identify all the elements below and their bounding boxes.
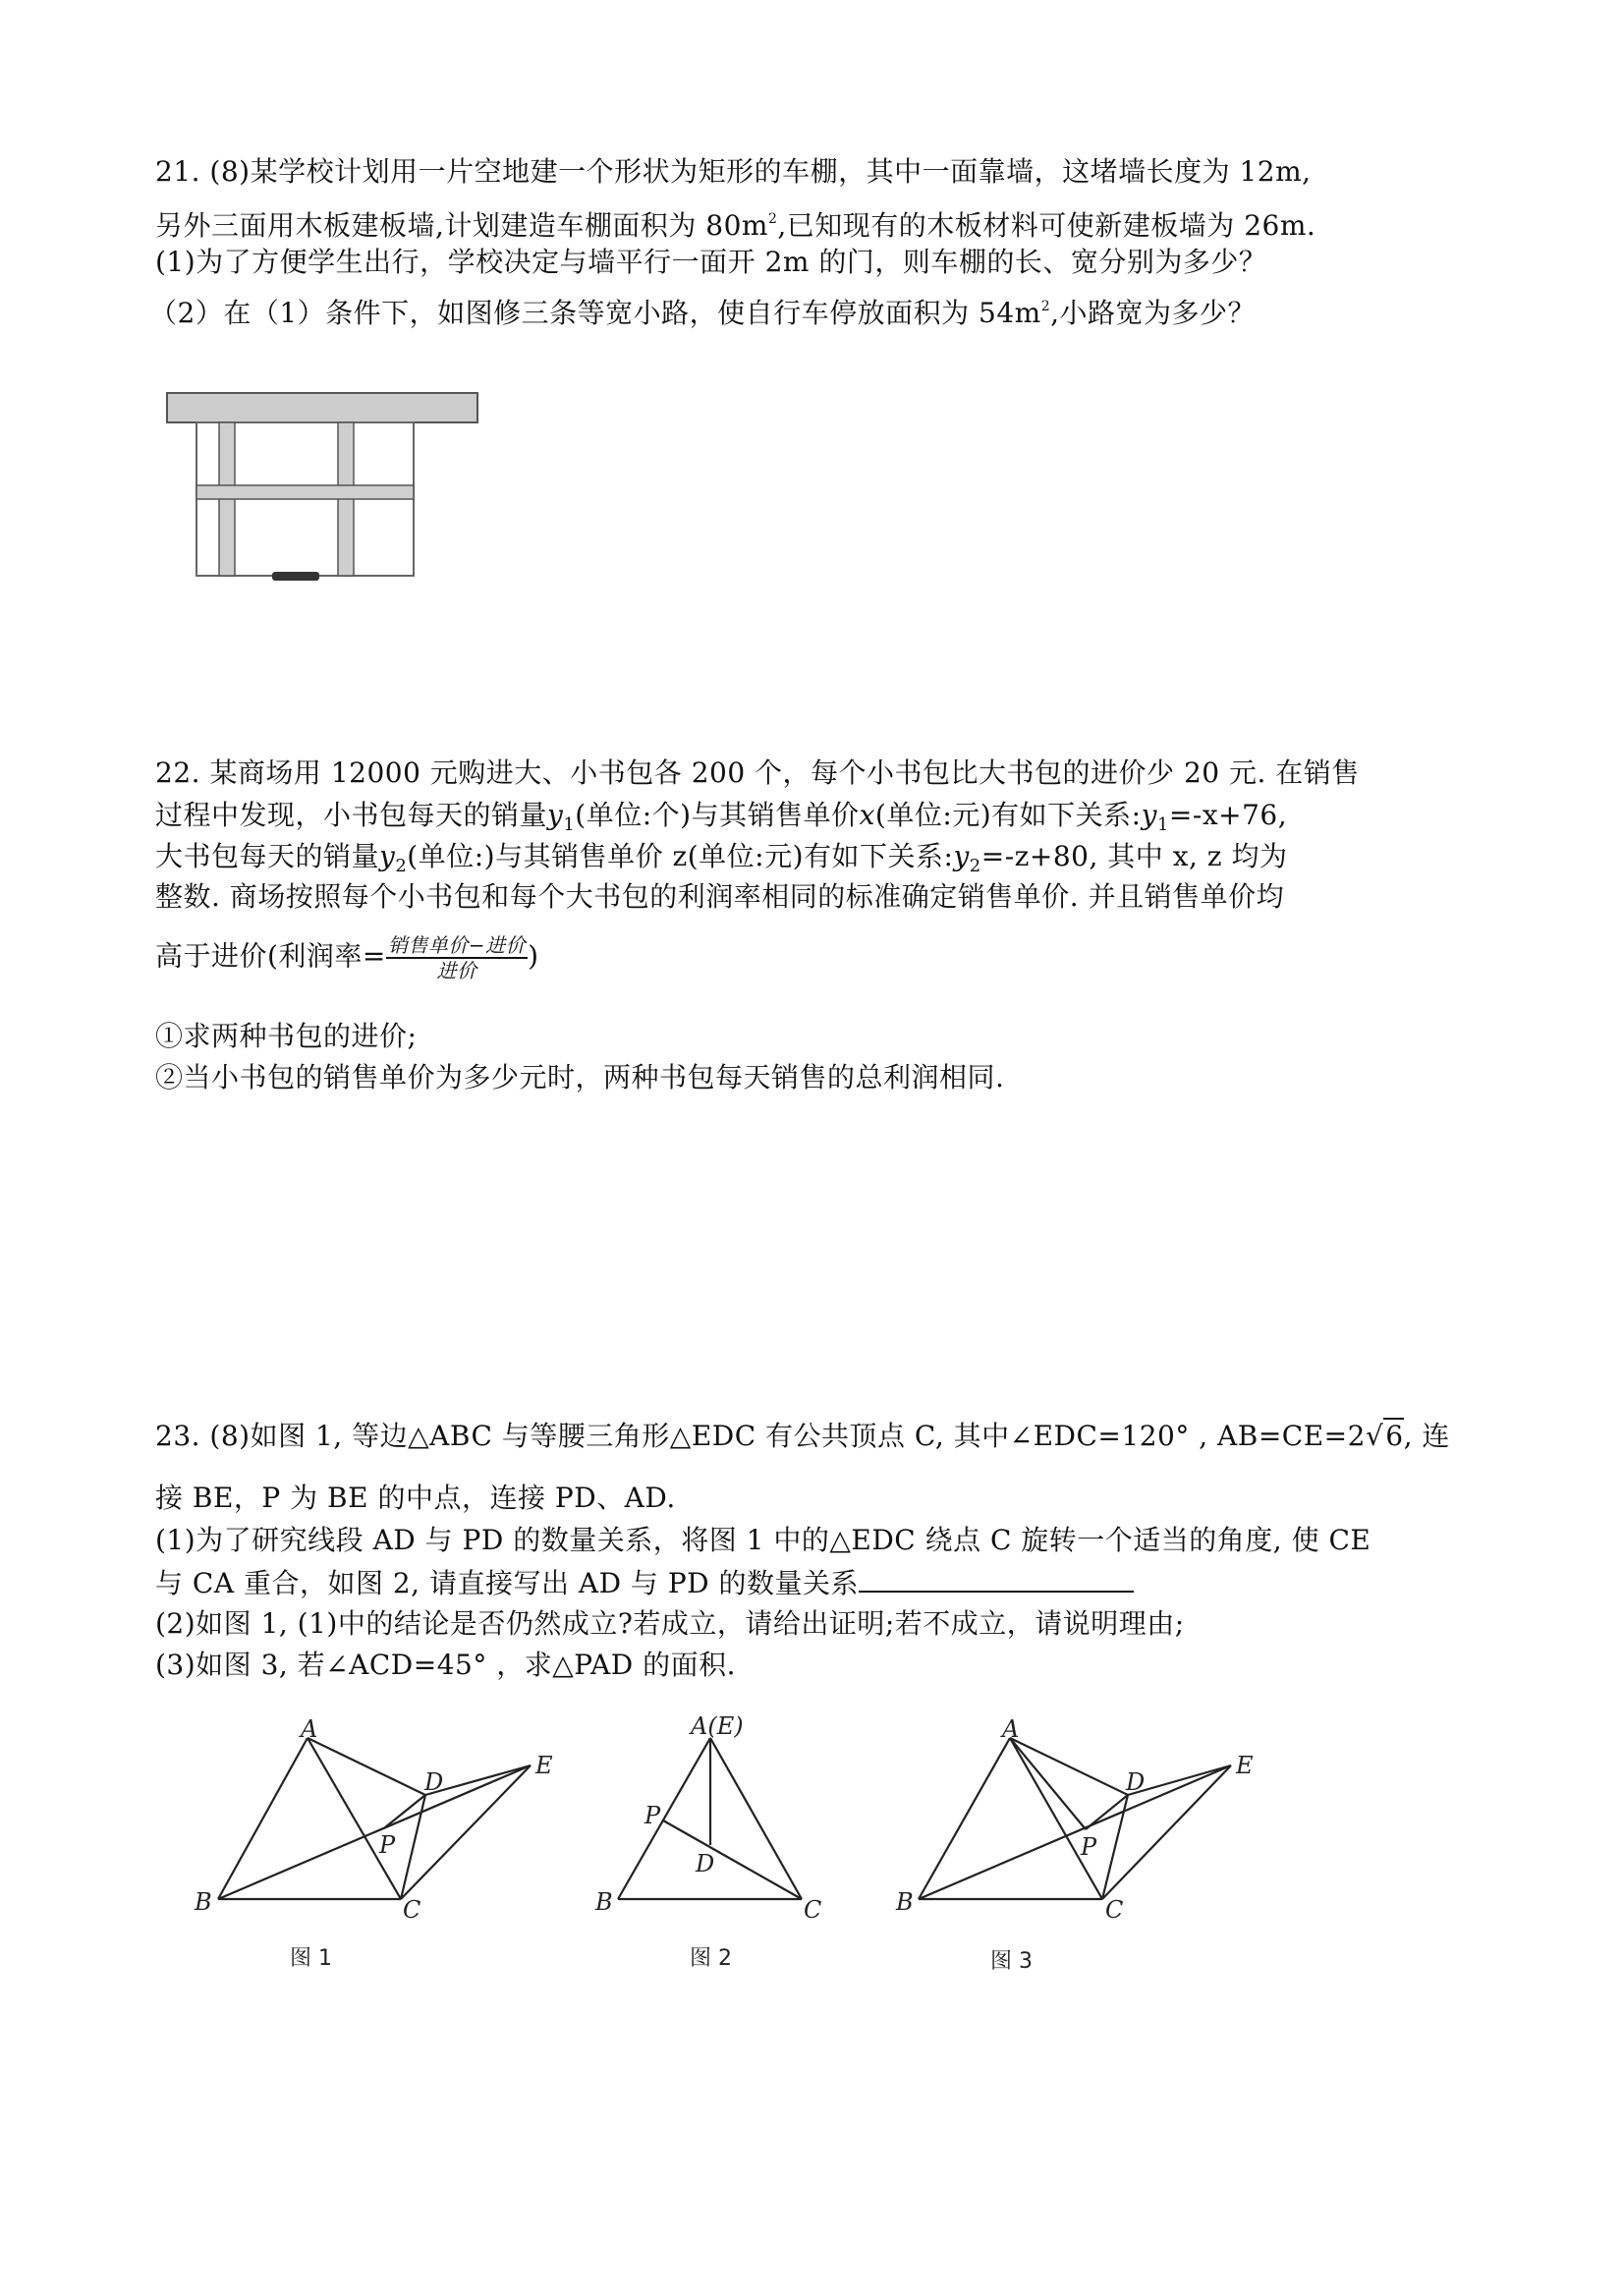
figure-3 <box>889 1714 1262 1980</box>
text: 大书包每天的销量 <box>155 840 380 872</box>
bicycle-shed-diagram <box>157 383 491 589</box>
subscript: 1 <box>1156 814 1169 835</box>
subscript: 2 <box>969 856 981 876</box>
subscript: 1 <box>563 814 576 835</box>
q21-line-2b: ,已知现有的木板材料可使新建板墙为 26m. <box>777 209 1316 242</box>
label-C: C <box>1105 1896 1124 1924</box>
segment-AP <box>1010 1738 1086 1829</box>
label-C: C <box>403 1896 421 1924</box>
var-y: y <box>379 840 396 872</box>
text: 与 CA 重合，如图 2, 请直接写出 AD 与 PD 的数量关系 <box>155 1567 860 1599</box>
segment-AB <box>919 1738 1010 1899</box>
q22-line-4: 整数. 商场按照每个小书包和每个大书包的利润率相同的标准确定销售单价. 并且销售单价均 <box>155 880 1285 913</box>
q22-sub-question-1: ①求两种书包的进价; <box>155 1020 418 1052</box>
q22-sub-question-2: ②当小书包的销售单价为多少元时，两种书包每天销售的总利润相同. <box>155 1061 1005 1093</box>
label-D: D <box>1126 1768 1146 1796</box>
segment-CE <box>1102 1765 1231 1899</box>
label-A: A <box>301 1715 318 1743</box>
q23-line-6: (3)如图 3, 若∠ACD=45° ，求△PAD 的面积. <box>155 1649 736 1681</box>
figure-3-caption: 图 3 <box>990 1949 1033 1974</box>
superscript: 2 <box>767 211 778 227</box>
q23-line-2: 接 BE，P 为 BE 的中点，连接 PD、AD. <box>155 1482 676 1514</box>
figure-1 <box>187 1714 560 1980</box>
sqrt-argument: 6 <box>1385 1420 1404 1452</box>
segment-BE <box>919 1765 1231 1899</box>
answer-blank[interactable] <box>859 1567 1134 1593</box>
label-C: C <box>804 1896 822 1924</box>
q23-line-3: (1)为了研究线段 AD 与 PD 的数量关系，将图 1 中的△EDC 绕点 C 旋转一个适当的角度, 使 CE <box>155 1524 1371 1556</box>
text: (单位:)与其销售单价 z(单位:元)有如下关系: <box>407 840 954 872</box>
segment-AC <box>1010 1738 1102 1899</box>
label-E: E <box>535 1752 553 1779</box>
q21-part-2a: （2）在（1）条件下，如图修三条等宽小路，使自行车停放面积为 54m <box>149 297 1041 329</box>
text: =-x+76, <box>1168 799 1288 831</box>
segment-CE <box>401 1765 531 1899</box>
segment-AD <box>1010 1738 1128 1795</box>
label-P: P <box>644 1802 661 1829</box>
subscript: 2 <box>395 856 408 876</box>
label-E: E <box>1236 1752 1254 1779</box>
text: 过程中发现，小书包每天的销量 <box>155 799 548 831</box>
q23-line-5: (2)如图 1, (1)中的结论是否仍然成立?若成立，请给出证明;若不成立，请说明理由; <box>155 1607 1185 1640</box>
label-A: A <box>1002 1715 1020 1743</box>
label-B: B <box>595 1888 613 1916</box>
q21-part-2 <box>149 289 1256 331</box>
wall <box>167 393 477 422</box>
profit-rate-fraction <box>386 933 528 982</box>
label-D: D <box>424 1768 444 1796</box>
q22-line-2 <box>155 798 1287 843</box>
q21-part-2b: ,小路宽为多少？ <box>1050 297 1257 329</box>
label-B: B <box>896 1888 914 1916</box>
label-D: D <box>696 1850 715 1877</box>
segment-AB <box>218 1738 308 1899</box>
q22-line-3 <box>155 839 1287 884</box>
door <box>272 572 319 581</box>
q21-line-2 <box>155 201 1315 244</box>
figure-2-caption: 图 2 <box>690 1946 732 1971</box>
text: (单位:元)有如下关系: <box>874 799 1142 831</box>
text: (单位:个)与其销售单价 <box>575 799 860 831</box>
text: , 连 <box>1403 1420 1450 1452</box>
var-y: y <box>953 840 970 872</box>
q21-line-2a: 另外三面用木板建板墙,计划建造车棚面积为 80m <box>155 209 768 242</box>
superscript: 2 <box>1040 299 1051 314</box>
label-P: P <box>379 1831 396 1859</box>
q22-line-1: 22. 某商场用 12000 元购进大、小书包各 200 个，每个小书包比大书包的进价少 20 元. 在销售 <box>155 756 1360 789</box>
fraction-numerator: 销售单价−进价 <box>387 933 527 957</box>
label-A-E: A(E) <box>691 1714 744 1740</box>
q21-line-1: 21. (8)某学校计划用一片空地建一个形状为矩形的车棚，其中一面靠墙，这堵墙长度为 12m, <box>155 155 1312 188</box>
segment-BE <box>218 1765 531 1899</box>
q23-line-1 <box>155 1419 1450 1454</box>
segment-PC <box>663 1820 802 1899</box>
text: 高于进价(利润率= <box>155 939 386 973</box>
q21-part-1: (1)为了方便学生出行，学校决定与墙平行一面开 2m 的门，则车棚的长、宽分别为多少？ <box>155 246 1267 278</box>
text: 23. (8)如图 1, 等边△ABC 与等腰三角形△EDC 有公共顶点 C, 其中∠EDC=120° , AB=CE=2 <box>155 1420 1366 1452</box>
q23-line-4 <box>155 1566 1134 1601</box>
segment-AC <box>710 1738 802 1899</box>
segment-AC <box>308 1738 401 1899</box>
figure-1-caption: 图 1 <box>290 1946 332 1971</box>
text: ) <box>528 939 539 973</box>
label-B: B <box>195 1888 212 1916</box>
square-root: √6 <box>1365 1420 1404 1452</box>
var-x: x <box>859 799 875 831</box>
label-P: P <box>1081 1833 1097 1861</box>
var-y: y <box>1141 799 1157 831</box>
text: =-z+80, 其中 x, z 均为 <box>980 840 1288 872</box>
fraction-denominator: 进价 <box>436 959 477 982</box>
var-y: y <box>547 799 564 831</box>
q22-line-5 <box>155 933 539 982</box>
figure-2 <box>585 1714 840 1980</box>
